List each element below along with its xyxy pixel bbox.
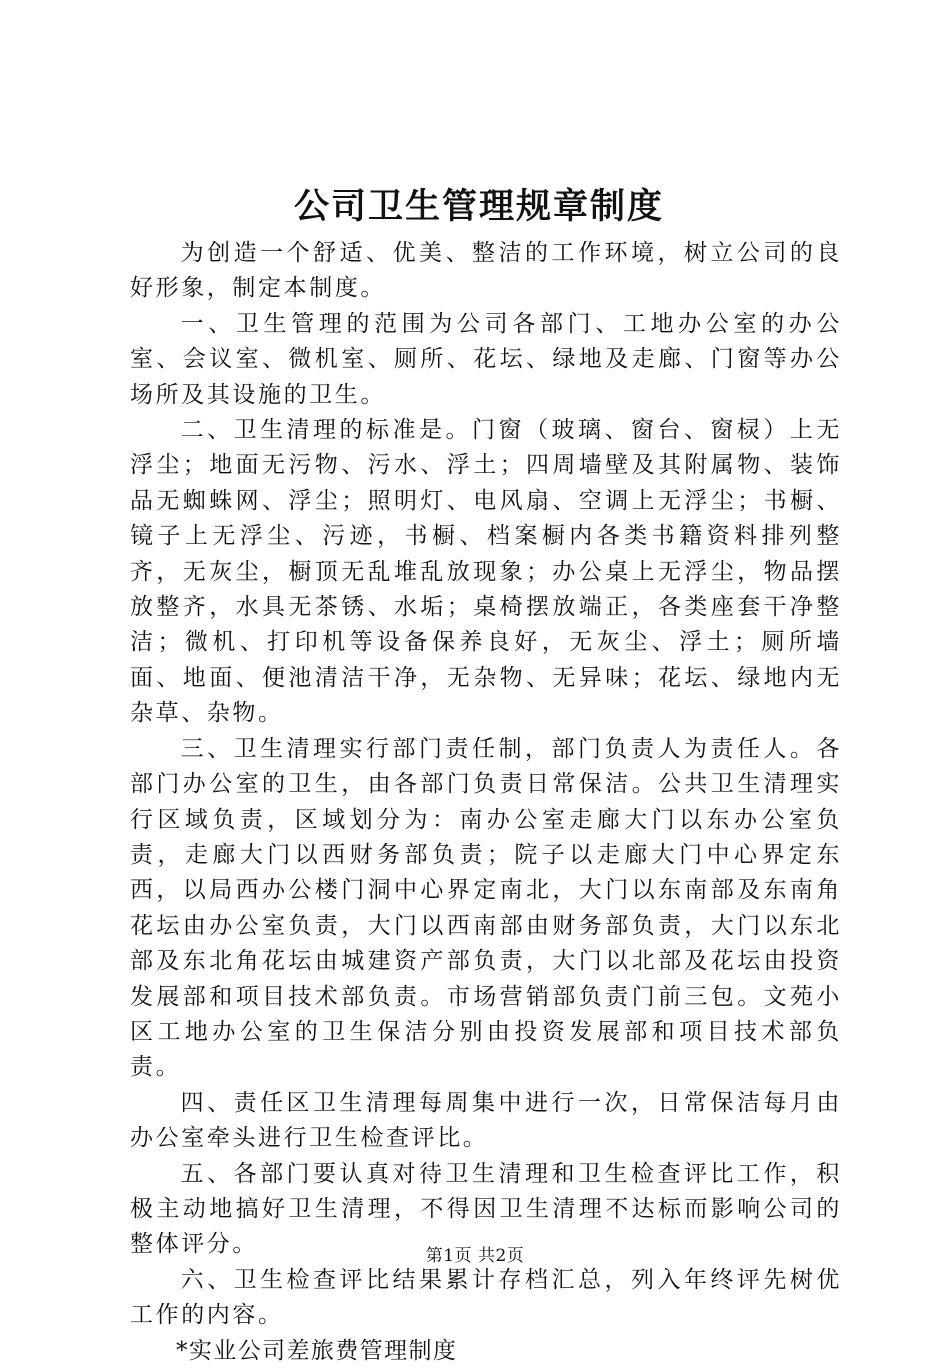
related-document-link[interactable]: *实业公司差旅费管理制度 [176, 1337, 458, 1364]
page-number-footer: 第1页 共2页 [425, 1246, 525, 1266]
section-5-paragraph: 五、各部门要认真对待卫生清理和卫生检查评比工作，积极主动地搞好卫生清理，不得因卫生清理不达标而影响公司的整体评分。 [130, 1160, 842, 1258]
section-6-paragraph: 六、卫生检查评比结果累计存档汇总，列入年终评先树优工作的内容。 [130, 1266, 842, 1329]
section-1-paragraph: 一、卫生管理的范围为公司各部门、工地办公室的办公室、会议室、微机室、厕所、花坛、绿地及走廊、门窗等办公场所及其设施的卫生。 [130, 310, 842, 408]
document-title: 公司卫生管理规章制度 [293, 186, 664, 227]
section-3-paragraph: 三、卫生清理实行部门责任制，部门负责人为责任人。各部门办公室的卫生，由各部门负责日常保洁。公共卫生清理实行区域负责，区域划分为：南办公室走廊大门以东办公室负责，走廊大门以西财务部负责；院子以走廊大门中心界定东西，以局西办公楼门洞中心界定南北，大门以东南部及东南角花坛由办公室负责，大门以西南部由财务部负责，大门以东北部及东北角花坛由城建资产部负责，大门以北部及花坛由投资发展部和项目技术部负责。市场营销部负责门前三包。文苑小区工地办公室的卫生保洁分别由投资发展部和项目技术部负责。 [130, 735, 842, 1081]
section-2-paragraph: 二、卫生清理的标准是。门窗（玻璃、窗台、窗棂）上无浮尘；地面无污物、污水、浮土；四周墙壁及其附属物、装饰品无蜘蛛网、浮尘；照明灯、电风扇、空调上无浮尘；书橱、镜子上无浮尘、污迹，书橱、档案橱内各类书籍资料排列整齐，无灰尘，橱顶无乱堆乱放现象；办公桌上无浮尘，物品摆放整齐，水具无茶锈、水垢；桌椅摆放端正，各类座套干净整洁；微机、打印机等设备保养良好，无灰尘、浮土；厕所墙面、地面、便池清洁干净，无杂物、无异味；花坛、绿地内无杂草、杂物。 [130, 417, 842, 727]
intro-paragraph: 为创造一个舒适、优美、整洁的工作环境，树立公司的良好形象，制定本制度。 [130, 240, 842, 302]
section-4-paragraph: 四、责任区卫生清理每周集中进行一次，日常保洁每月由办公室牵头进行卫生检查评比。 [130, 1089, 842, 1152]
document-body [130, 236, 842, 1369]
